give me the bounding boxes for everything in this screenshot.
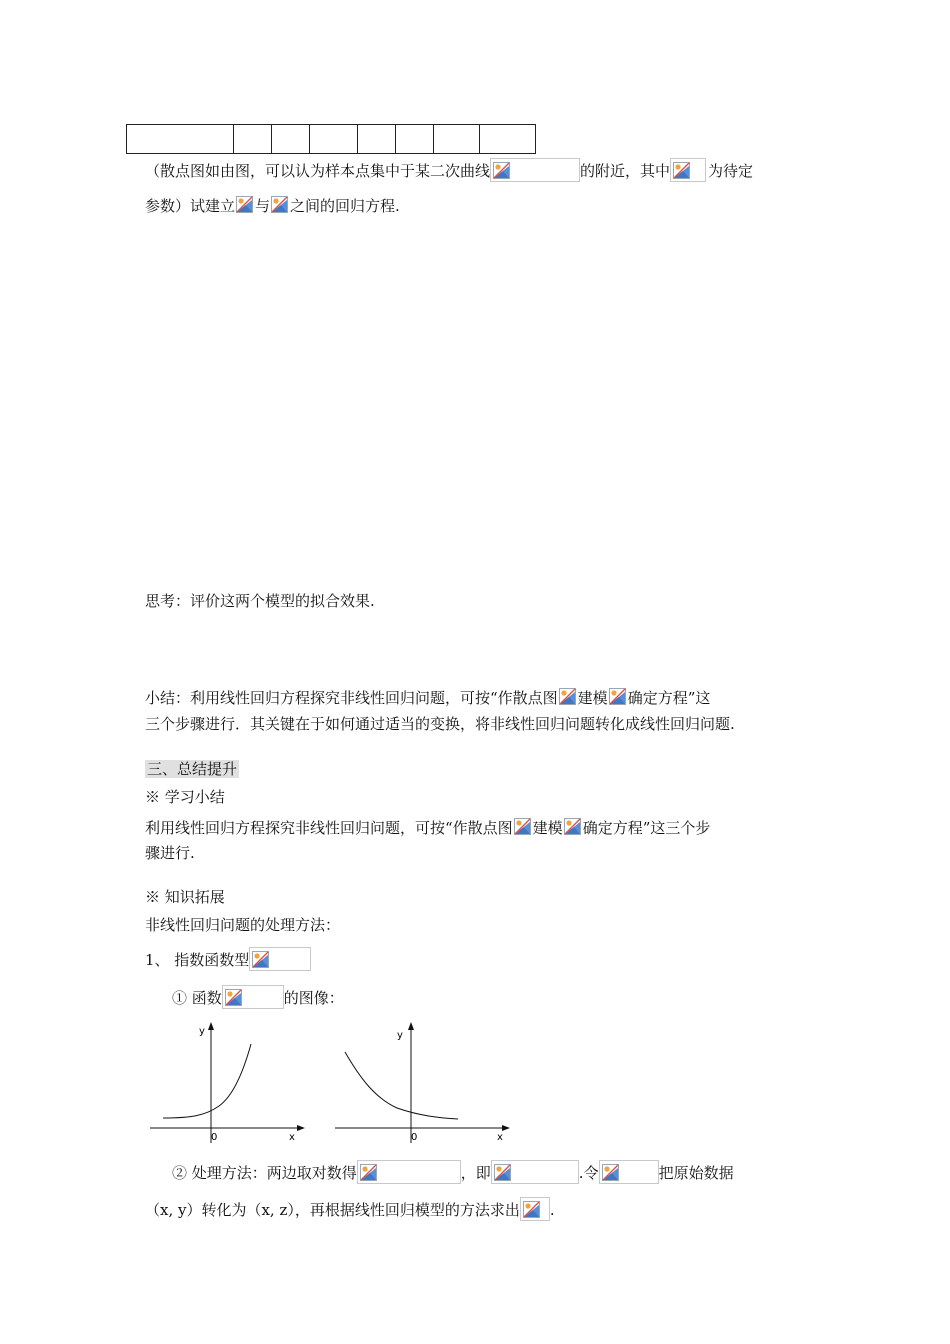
table-cell [480, 125, 536, 154]
table-cell [272, 125, 310, 154]
x-axis-label: x [289, 1132, 295, 1143]
table-cell [310, 125, 358, 154]
y-axis-label: y [397, 1030, 403, 1041]
broken-image-icon [563, 815, 583, 839]
knowledge-sub-1: ① 函数 的图像： [172, 985, 344, 1009]
broken-image-icon [249, 947, 311, 971]
summary-line-2: 三个步骤进行．其关键在于如何通过适当的变换，将非线性回归问题转化成线性回归问题. [145, 715, 735, 733]
broken-image-icon [222, 985, 284, 1009]
knowledge-sub-2-cont: （x, y）转化为（x, z），再根据线性回归模型的方法求出 . [145, 1197, 555, 1221]
broken-image-icon [513, 815, 533, 839]
knowledge-intro: 非线性回归问题的处理方法： [145, 916, 341, 934]
origin-label: 0 [411, 1132, 418, 1143]
knowledge-heading: ※ 知识拓展 [145, 888, 225, 906]
broken-image-icon [599, 1160, 659, 1184]
paragraph-curve-2: 参数）试建立 与 之间的回归方程. [145, 193, 400, 217]
study-heading: ※ 学习小结 [145, 788, 225, 806]
broken-image-icon [670, 158, 706, 182]
paragraph-curve: （散点图如由图，可以认为样本点集中于某二次曲线 的附近，其中 为待定 [145, 158, 753, 182]
knowledge-item-1: 1、 指数函数型 [145, 947, 311, 971]
broken-image-icon [490, 158, 580, 182]
study-line-1: 利用线性回归方程探究非线性回归问题，可按“作散点图 建模 确定方程”这三个步 [145, 815, 710, 839]
think-line: 思考：评价这两个模型的拟合效果. [145, 592, 375, 610]
table-cell [358, 125, 396, 154]
broken-image-icon [235, 193, 255, 217]
broken-image-icon [520, 1197, 550, 1221]
table-cell [434, 125, 480, 154]
summary-line-1: 小结：利用线性回归方程探究非线性回归问题，可按“作散点图 建模 确定方程”这 [145, 685, 710, 709]
section-heading: 三、总结提升 [147, 760, 238, 778]
origin-label: 0 [211, 1132, 218, 1143]
broken-image-icon [357, 1160, 461, 1184]
graph-decreasing [335, 1022, 510, 1143]
empty-data-table [126, 124, 536, 154]
broken-image-icon [608, 685, 628, 709]
broken-image-icon [491, 1160, 579, 1184]
knowledge-sub-2: ② 处理方法：两边取对数得 ，即 .令 把原始数据 [172, 1160, 734, 1184]
y-axis-label: y [199, 1026, 205, 1037]
study-line-2: 骤进行. [145, 844, 195, 862]
table-cell [396, 125, 434, 154]
broken-image-icon [558, 685, 578, 709]
table-cell [234, 125, 272, 154]
exponential-graphs [145, 1018, 525, 1148]
broken-image-icon [270, 193, 290, 217]
table-cell [127, 125, 234, 154]
x-axis-label: x [497, 1132, 503, 1143]
graph-increasing [150, 1022, 305, 1143]
